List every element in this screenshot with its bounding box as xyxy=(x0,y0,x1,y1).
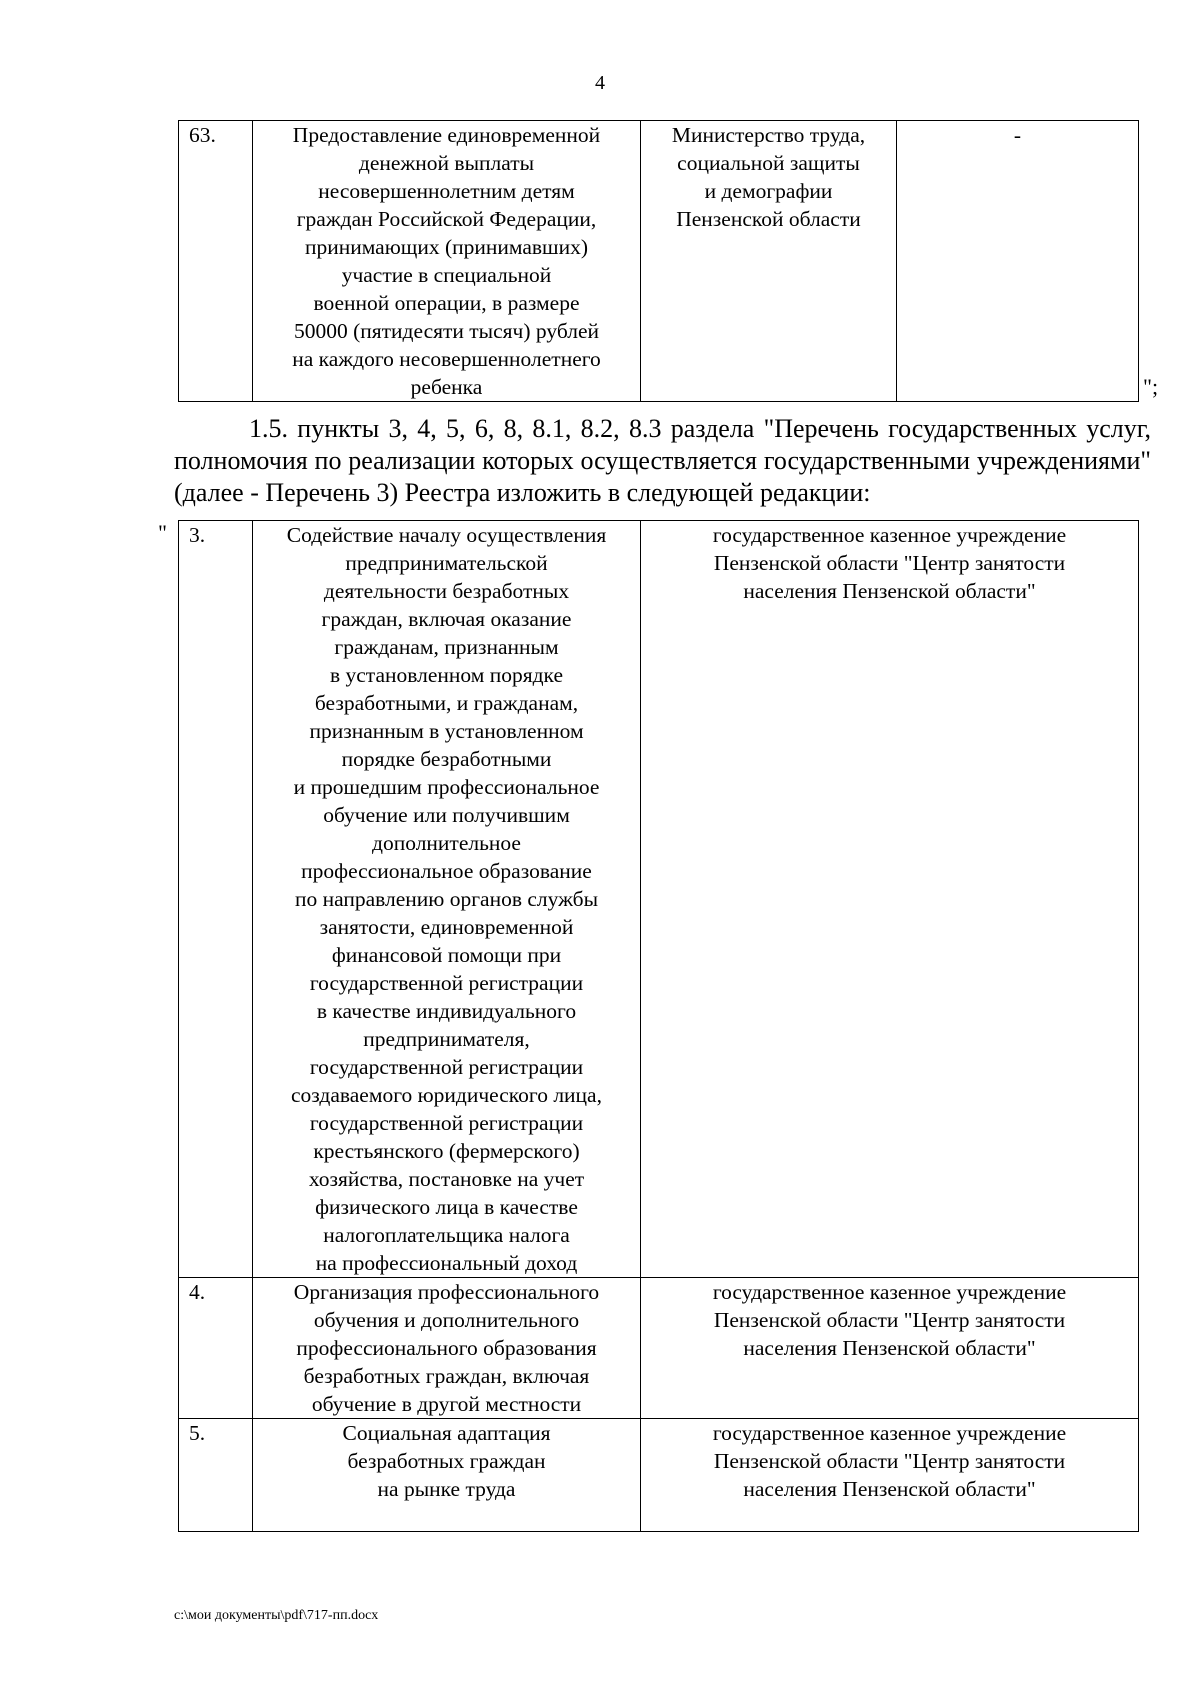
institution-name: государственное казенное учреждение Пензенской области "Центр занятости населения Пензенской области" xyxy=(641,521,1139,1278)
services-table-2 xyxy=(178,520,1139,1532)
row-number: 63. xyxy=(179,121,253,402)
services-table-1 xyxy=(178,120,1139,402)
institution-name: государственное казенное учреждение Пензенской области "Центр занятости населения Пензенской области" xyxy=(641,1419,1139,1532)
footer-file-path: c:\мои документы\pdf\717-пп.docx xyxy=(174,1608,379,1623)
page-number: 4 xyxy=(595,72,605,94)
opening-quote-mark: " xyxy=(158,520,167,545)
institution-name: государственное казенное учреждение Пензенской области "Центр занятости населения Пензенской области" xyxy=(641,1278,1139,1419)
table-row xyxy=(179,1278,1139,1419)
service-name: Организация профессионального обучения и дополнительного профессионального образования безработных граждан, включая обучение в другой местности xyxy=(253,1278,641,1419)
amendment-paragraph: 1.5. пункты 3, 4, 5, 6, 8, 8.1, 8.2, 8.3 раздела "Перечень государственных услуг, полномочия по реализации которых осуществляется государственными учреждениями" (далее - Перечень 3) Реестра изложить в следующей редакции: xyxy=(174,414,1151,507)
closing-quote-mark: "; xyxy=(1143,374,1159,399)
table-row xyxy=(179,521,1139,1278)
extra-cell: - xyxy=(897,121,1139,402)
service-name: Содействие началу осуществления предпринимательской деятельности безработных граждан, включая оказание гражданам, признанным в установленном порядке безработными, и гражданам, признанным в установленном порядке безработными и прошедшим профессиональное обучение или получившим дополнительное профессиональное образование по направлению органов службы занятости, единовременной финансовой помощи при государственной регистрации в качестве индивидуального предпринимателя, государственной регистрации создаваемого юридического лица, государственной регистрации крестьянского (фермерского) хозяйства, постановке на учет физического лица в качестве налогоплательщика налога на профессиональный доход xyxy=(253,521,641,1278)
authority-name: Министерство труда, социальной защиты и демографии Пензенской области xyxy=(641,121,897,402)
table-row xyxy=(179,1419,1139,1532)
service-name: Предоставление единовременной денежной выплаты несовершеннолетним детям граждан Российской Федерации, принимающих (принимавших) участие в специальной военной операции, в размере 50000 (пятидесяти тысяч) рублей на каждого несовершеннолетнего ребенка xyxy=(253,121,641,402)
row-number: 5. xyxy=(179,1419,253,1532)
table-row xyxy=(179,121,1139,402)
row-number: 4. xyxy=(179,1278,253,1419)
row-number: 3. xyxy=(179,521,253,1278)
service-name: Социальная адаптация безработных граждан на рынке труда xyxy=(253,1419,641,1532)
